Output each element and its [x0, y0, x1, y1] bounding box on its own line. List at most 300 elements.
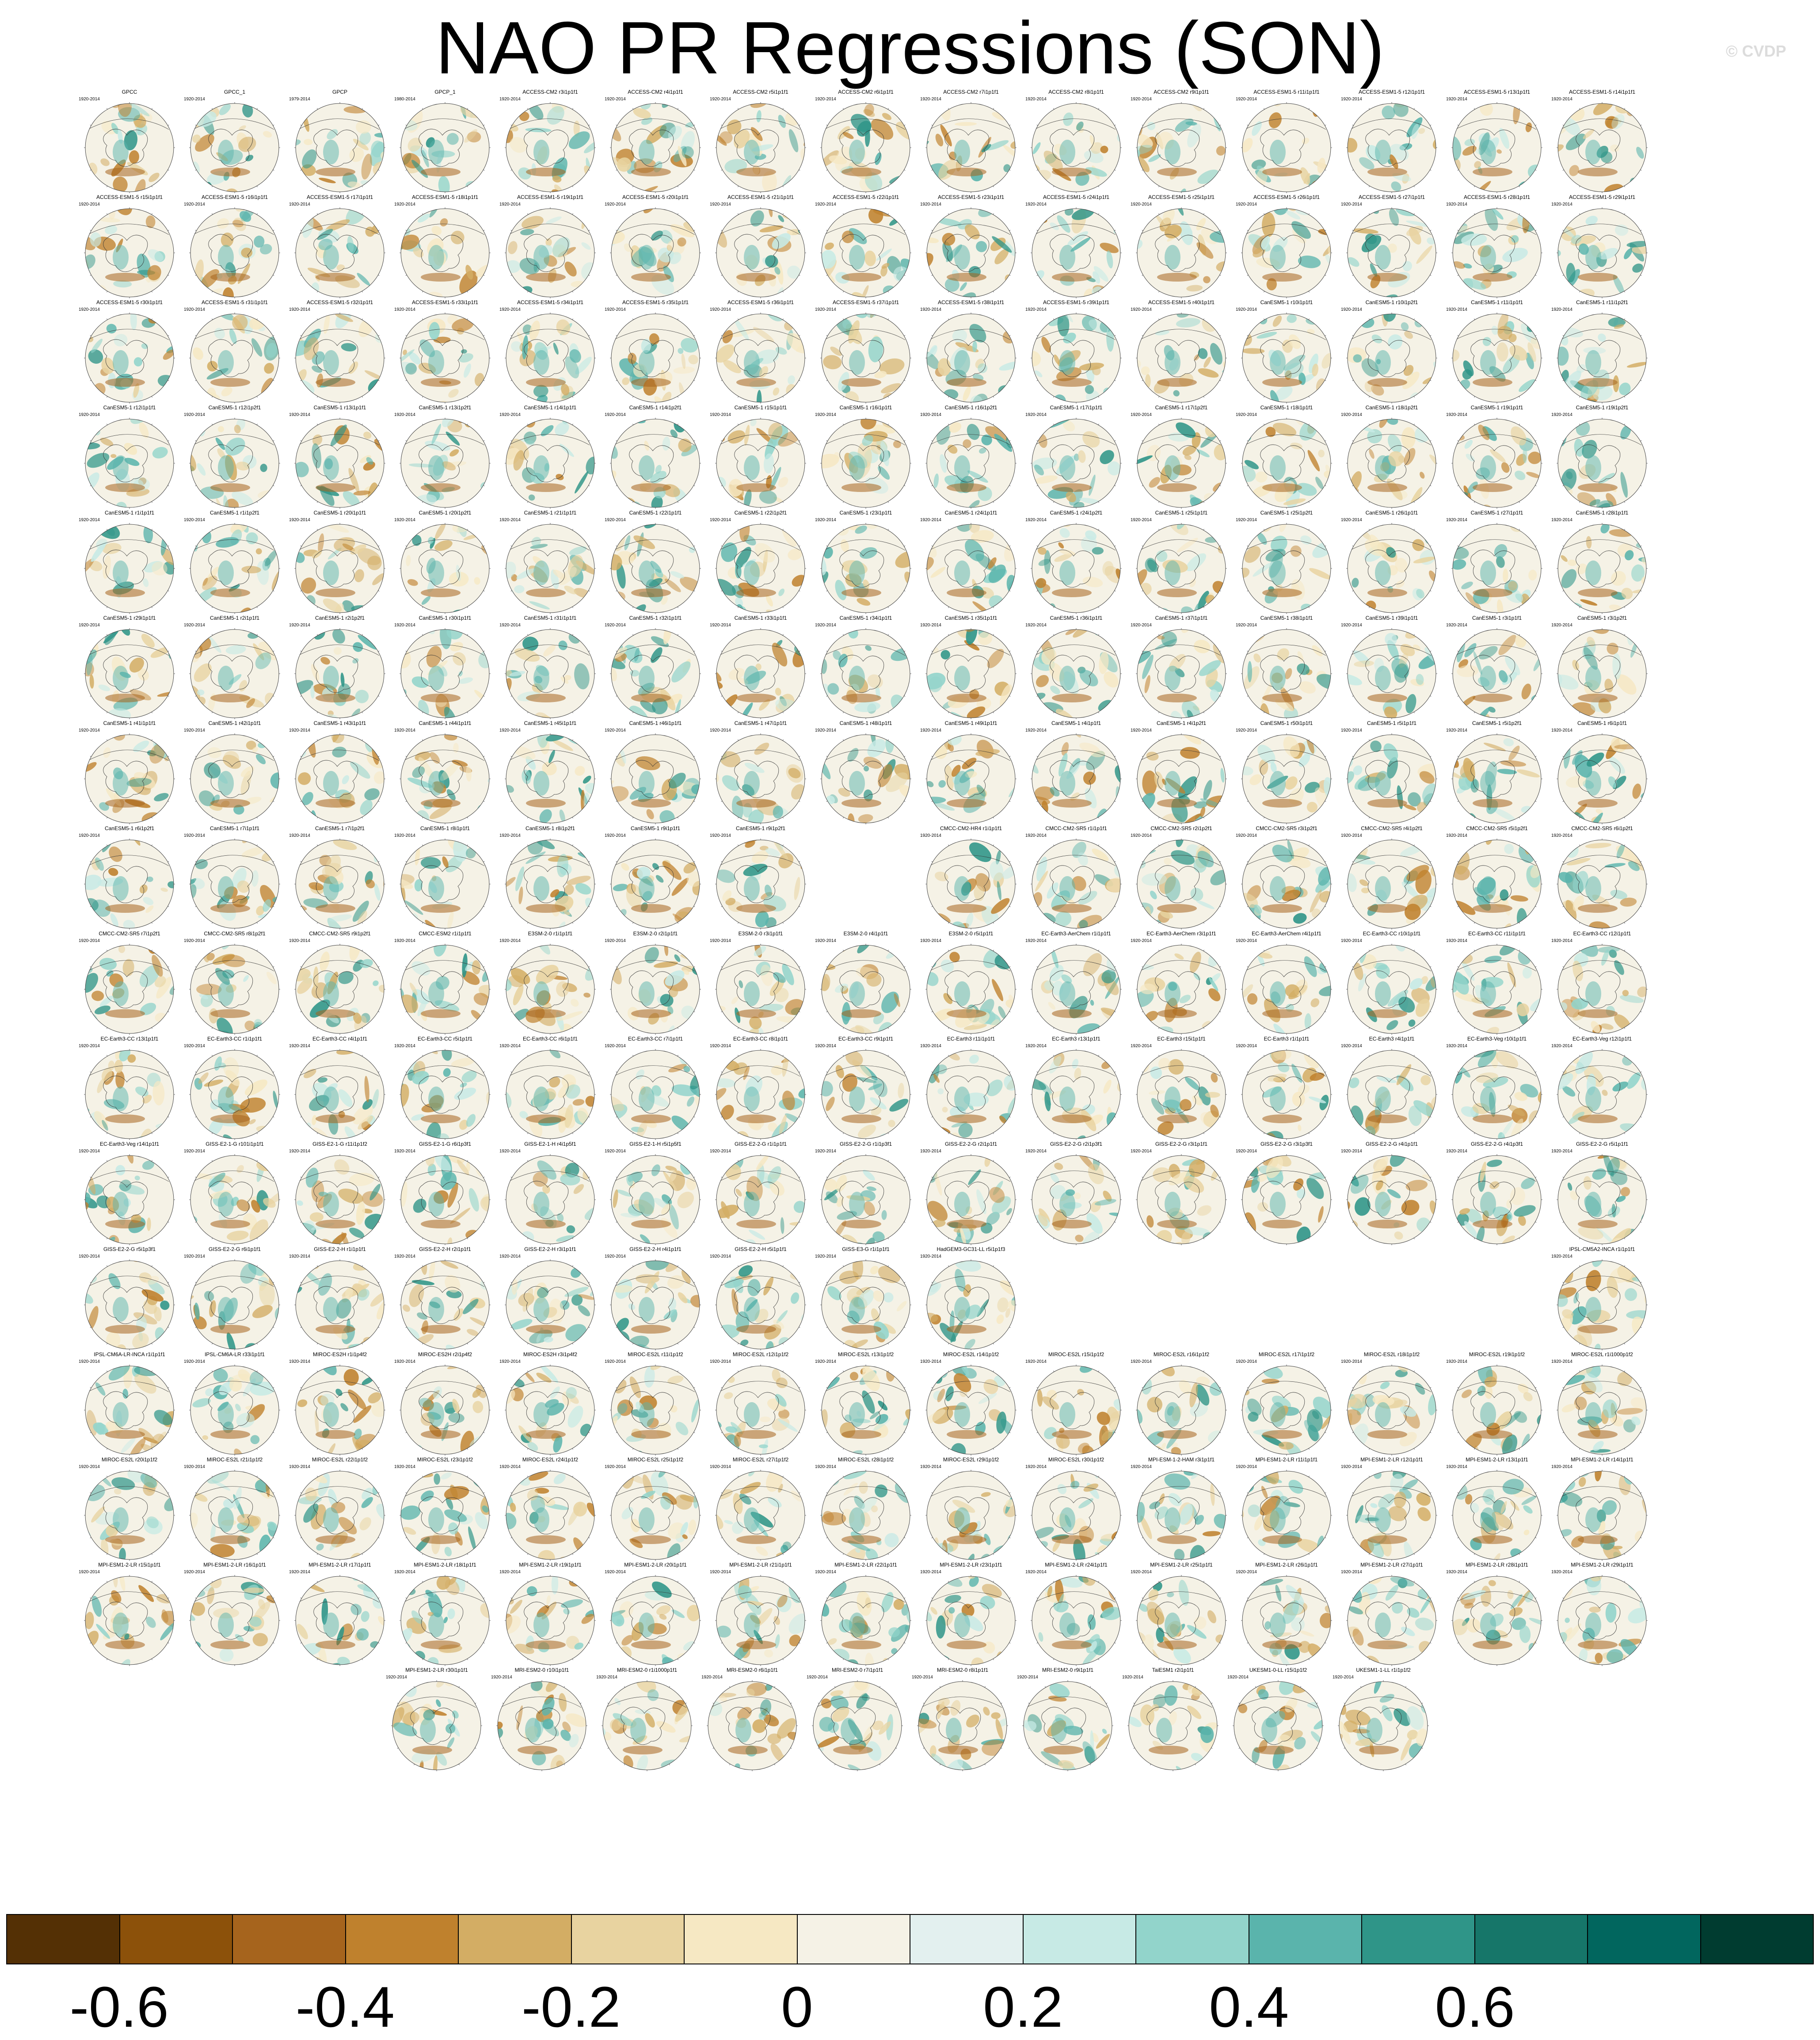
regression-map-panel	[1131, 510, 1232, 614]
panel-title: EC-Earth3-CC r12i1p1f1	[1551, 930, 1653, 937]
panel-years: 1920-2014	[920, 728, 941, 733]
panel-years: 1920-2014	[710, 1254, 731, 1259]
polar-map	[606, 1470, 704, 1561]
regression-map-panel	[184, 615, 286, 719]
panel-title: MIROC-ES2H r2i1p4f2	[394, 1351, 496, 1357]
panel-title: ACCESS-ESM1-5 r27i1p1f1	[1341, 194, 1443, 200]
panel-years: 1920-2014	[1236, 412, 1257, 417]
panel-title: MRI-ESM2-0 r7i1p1f1	[807, 1667, 908, 1673]
panel-title: MPI-ESM1-2-LR r13i1p1f1	[1446, 1457, 1548, 1463]
polar-map	[817, 628, 915, 719]
polar-map	[80, 628, 179, 719]
panel-title: CanESM5-1 r21i1p1f1	[499, 510, 601, 516]
panel-title: CanESM5-1 r27i1p1f1	[1446, 510, 1548, 516]
panel-years: 1920-2014	[1236, 833, 1257, 838]
regression-map-panel	[499, 1562, 601, 1666]
colorbar-tick-label: -0.4	[296, 1974, 395, 2040]
polar-map	[1448, 628, 1546, 719]
panel-title: IPSL-CM6A-LR r33i1p1f1	[184, 1351, 286, 1357]
panel-years: 1920-2014	[394, 1359, 415, 1364]
polar-map	[1343, 1470, 1441, 1561]
regression-map-panel	[289, 194, 391, 298]
polar-map	[186, 1049, 284, 1140]
regression-map-panel	[1131, 404, 1232, 509]
panel-title: ACCESS-ESM1-5 r11i1p1f1	[1236, 89, 1337, 95]
colorbar-tick-label: 0	[781, 1974, 813, 2040]
regression-map-panel	[1227, 1667, 1329, 1771]
panel-years: 1920-2014	[1025, 938, 1047, 943]
regression-map-panel	[605, 194, 706, 298]
regression-map-panel	[605, 1562, 706, 1666]
panel-title: CanESM5-1 r1i1p2f1	[184, 510, 286, 516]
regression-map-panel	[79, 1457, 180, 1561]
panel-years: 1920-2014	[184, 202, 205, 207]
panel-years: 1920-2014	[920, 518, 941, 522]
regression-map-panel	[1551, 1351, 1653, 1456]
polar-map	[1237, 1575, 1336, 1666]
panel-years: 1920-2014	[1236, 518, 1257, 522]
panel-years: 1920-2014	[815, 518, 836, 522]
panel-years: 1920-2014	[1131, 623, 1152, 628]
panel-title: CMCC-CM2-SR5 r2i1p2f1	[1131, 825, 1232, 831]
regression-map-panel	[1446, 1036, 1548, 1140]
regression-map-panel	[394, 1141, 496, 1245]
panel-title: HadGEM3-GC31-LL r5i1p1f3	[920, 1246, 1022, 1252]
polar-map	[186, 628, 284, 719]
polar-map	[1027, 1049, 1125, 1140]
panel-title: GISS-E2-2-H r4i1p1f1	[605, 1246, 706, 1252]
regression-map-panel	[815, 1246, 917, 1350]
panel-title: EC-Earth3-CC r11i1p1f1	[1446, 930, 1548, 937]
polar-map	[817, 733, 915, 824]
panel-years: 1920-2014	[1236, 938, 1257, 943]
regression-map-panel	[1025, 615, 1127, 719]
panel-title: ACCESS-ESM1-5 r32i1p1f1	[289, 299, 391, 305]
polar-map	[1553, 523, 1651, 614]
panel-title: ACCESS-CM2 r8i1p1f1	[1025, 89, 1127, 95]
regression-map-panel	[1025, 1562, 1127, 1666]
regression-map-panel	[710, 1351, 811, 1456]
panel-title: CanESM5-1 r9i1p1f1	[605, 825, 706, 831]
panel-years: 1920-2014	[386, 1675, 407, 1680]
regression-map-panel	[1551, 510, 1653, 614]
panel-title: ACCESS-ESM1-5 r17i1p1f1	[289, 194, 391, 200]
panel-title: GISS-E2-2-H r1i1p1f1	[289, 1246, 391, 1252]
panel-years: 1920-2014	[920, 1359, 941, 1364]
panel-title: EC-Earth3-CC r5i1p1f1	[394, 1036, 496, 1042]
polar-map	[712, 207, 810, 298]
panel-title: ACCESS-CM2 r5i1p1f1	[710, 89, 811, 95]
colorbar-swatch	[233, 1915, 346, 1964]
panel-title: MPI-ESM-1-2-HAM r3i1p1f1	[1131, 1457, 1232, 1463]
panel-years: 1920-2014	[499, 307, 521, 312]
regression-map-panel	[920, 720, 1022, 824]
panel-years: 1920-2014	[394, 202, 415, 207]
regression-map-panel	[1025, 825, 1127, 930]
polar-map	[1237, 733, 1336, 824]
polar-map	[712, 1365, 810, 1456]
panel-years: 1920-2014	[815, 1149, 836, 1154]
regression-map-panel	[394, 89, 496, 193]
polar-map	[1448, 523, 1546, 614]
panel-title: ACCESS-ESM1-5 r16i1p1f1	[184, 194, 286, 200]
regression-map-panel	[79, 194, 180, 298]
panel-title: EC-Earth3-AerChem r4i1p1f1	[1236, 930, 1337, 937]
panel-title: GISS-E2-2-H r2i1p1f1	[394, 1246, 496, 1252]
panel-title: MRI-ESM2-0 r8i1p1f1	[912, 1667, 1013, 1673]
polar-map	[817, 944, 915, 1035]
regression-map-panel	[605, 615, 706, 719]
regression-map-panel	[289, 1141, 391, 1245]
panel-years: 1920-2014	[499, 623, 521, 628]
regression-map-panel	[710, 825, 811, 930]
panel-title: CanESM5-1 r32i1p1f1	[605, 615, 706, 621]
polar-map	[1553, 733, 1651, 824]
polar-map	[922, 944, 1020, 1035]
panel-title: CanESM5-1 r2i1p1f1	[184, 615, 286, 621]
polar-map	[1448, 313, 1546, 404]
regression-map-panel	[605, 1246, 706, 1350]
polar-map	[1553, 1259, 1651, 1350]
panel-title: ACCESS-ESM1-5 r30i1p1f1	[79, 299, 180, 305]
regression-map-panel	[1131, 194, 1232, 298]
regression-map-panel	[1446, 930, 1548, 1035]
panel-years: 1920-2014	[920, 833, 941, 838]
polar-map	[1343, 944, 1441, 1035]
panel-years: 1920-2014	[1025, 833, 1047, 838]
regression-map-panel	[1341, 1457, 1443, 1561]
regression-map-panel	[605, 930, 706, 1035]
panel-title: MIROC-ES2H r1i1p4f2	[289, 1351, 391, 1357]
panel-years: 1920-2014	[605, 1359, 626, 1364]
panel-years: 1920-2014	[184, 307, 205, 312]
panel-years: 1920-2014	[1131, 833, 1152, 838]
regression-map-panel	[1025, 720, 1127, 824]
panel-years: 1920-2014	[1131, 202, 1152, 207]
panel-title: ACCESS-ESM1-5 r18i1p1f1	[394, 194, 496, 200]
polar-map	[1132, 1365, 1230, 1456]
panel-years: 1920-2014	[289, 412, 310, 417]
polar-map	[1027, 1575, 1125, 1666]
polar-map	[922, 1259, 1020, 1350]
regression-map-panel	[1131, 1457, 1232, 1561]
panel-title: ACCESS-ESM1-5 r20i1p1f1	[605, 194, 706, 200]
polar-map	[817, 313, 915, 404]
panel-title: MPI-ESM1-2-LR r29i1p1f1	[1551, 1562, 1653, 1568]
polar-map	[396, 1575, 494, 1666]
panel-years: 1920-2014	[1551, 518, 1573, 522]
regression-map-panel	[394, 1036, 496, 1140]
panel-years: 1920-2014	[184, 1044, 205, 1049]
regression-map-panel	[1131, 1351, 1232, 1456]
polar-map	[703, 1680, 801, 1771]
panel-years: 1920-2014	[920, 623, 941, 628]
panel-title: MIROC-ES2L r24i1p1f2	[499, 1457, 601, 1463]
panel-title: MPI-ESM1-2-LR r23i1p1f1	[920, 1562, 1022, 1568]
panel-years: 1920-2014	[605, 938, 626, 943]
panel-title: CanESM5-1 r18i1p2f1	[1341, 404, 1443, 411]
panel-years: 1920-2014	[1131, 728, 1152, 733]
polar-map	[1237, 523, 1336, 614]
polar-map	[1027, 733, 1125, 824]
panel-years: 1920-2014	[605, 1570, 626, 1575]
regression-map-panel	[499, 1351, 601, 1456]
polar-map	[501, 313, 599, 404]
colorbar-tick-label: -0.6	[70, 1974, 169, 2040]
regression-map-panel	[1341, 299, 1443, 404]
panel-title: ACCESS-ESM1-5 r15i1p1f1	[79, 194, 180, 200]
regression-map-panel	[1341, 1351, 1443, 1456]
panel-title: MPI-ESM1-2-LR r22i1p1f1	[815, 1562, 917, 1568]
regression-map-panel	[1131, 825, 1232, 930]
regression-map-panel	[289, 404, 391, 509]
regression-map-panel	[920, 194, 1022, 298]
panel-title: CanESM5-1 r4i1p1f1	[1025, 720, 1127, 726]
panel-years: 1920-2014	[289, 518, 310, 522]
panel-years: 1920-2014	[1341, 202, 1362, 207]
panel-years: 1920-2014	[710, 1149, 731, 1154]
panel-years: 1920-2014	[184, 938, 205, 943]
panel-title: CanESM5-1 r6i1p1f1	[1551, 720, 1653, 726]
panel-title: CanESM5-1 r19i1p1f1	[1446, 404, 1548, 411]
panel-years: 1920-2014	[289, 623, 310, 628]
regression-map-panel	[1017, 1667, 1119, 1771]
colorbar-swatch	[685, 1915, 798, 1964]
polar-map	[914, 1680, 1012, 1771]
regression-map-panel	[79, 930, 180, 1035]
polar-map	[80, 1470, 179, 1561]
panel-years: 1920-2014	[79, 938, 100, 943]
polar-map	[291, 523, 389, 614]
panel-title: CanESM5-1 r11i1p2f1	[1551, 299, 1653, 305]
panel-years: 1920-2014	[184, 1464, 205, 1469]
panel-title: MIROC-ES2L r29i1p1f2	[920, 1457, 1022, 1463]
regression-map-panel	[289, 930, 391, 1035]
colorbar-tick-label: -0.2	[522, 1974, 621, 2040]
panel-years: 1920-2014	[1122, 1675, 1143, 1680]
panel-years: 1920-2014	[920, 97, 941, 102]
panel-title: CanESM5-1 r24i1p2f1	[1025, 510, 1127, 516]
panel-title: ACCESS-ESM1-5 r40i1p1f1	[1131, 299, 1232, 305]
panel-years: 1920-2014	[1551, 412, 1573, 417]
polar-map	[1553, 1365, 1651, 1456]
panel-years: 1920-2014	[1446, 307, 1467, 312]
regression-map-panel	[1131, 89, 1232, 193]
panel-title: CanESM5-1 r25i1p1f1	[1131, 510, 1232, 516]
regression-map-panel	[1131, 930, 1232, 1035]
polar-map	[1132, 944, 1230, 1035]
panel-years: 1920-2014	[289, 1254, 310, 1259]
panel-years: 1920-2014	[1551, 1464, 1573, 1469]
panel-title: CanESM5-1 r3i1p1f1	[1446, 615, 1548, 621]
panel-title: MPI-ESM1-2-LR r17i1p1f1	[289, 1562, 391, 1568]
regression-map-panel	[1551, 615, 1653, 719]
regression-map-panel	[1236, 1036, 1337, 1140]
regression-map-panel	[386, 1667, 487, 1771]
polar-map	[1343, 1154, 1441, 1245]
panel-title: MIROC-ES2L r28i1p1f2	[815, 1457, 917, 1463]
regression-map-panel	[815, 299, 917, 404]
polar-map	[1237, 1154, 1336, 1245]
polar-map	[1553, 1049, 1651, 1140]
panel-title: EC-Earth3 r11i1p1f1	[920, 1036, 1022, 1042]
panel-years: 1920-2014	[920, 412, 941, 417]
colorbar-swatch	[120, 1915, 233, 1964]
panel-years: 1920-2014	[394, 1570, 415, 1575]
regression-map-panel	[394, 1562, 496, 1666]
polar-map	[922, 839, 1020, 930]
panel-years: 1920-2014	[79, 1254, 100, 1259]
panel-title: CanESM5-1 r38i1p1f1	[1236, 615, 1337, 621]
polar-map	[291, 207, 389, 298]
regression-map-panel	[1341, 930, 1443, 1035]
panel-years: 1920-2014	[1025, 307, 1047, 312]
panel-years: 1920-2014	[79, 1149, 100, 1154]
panel-title: ACCESS-ESM1-5 r21i1p1f1	[710, 194, 811, 200]
polar-map	[1237, 102, 1336, 193]
panel-years: 1920-2014	[605, 202, 626, 207]
polar-map	[501, 733, 599, 824]
panel-years: 1920-2014	[1131, 518, 1152, 522]
panel-years: 1920-2014	[605, 97, 626, 102]
panel-title: EC-Earth3-CC r4i1p1f1	[289, 1036, 391, 1042]
polar-map	[606, 207, 704, 298]
polar-map	[501, 1259, 599, 1350]
panel-years: 1920-2014	[1446, 833, 1467, 838]
panel-years: 1920-2014	[1341, 728, 1362, 733]
regression-map-panel	[1131, 1141, 1232, 1245]
panel-title: MRI-ESM2-0 r6i1p1f1	[701, 1667, 803, 1673]
polar-map	[1553, 102, 1651, 193]
panel-years: 1920-2014	[79, 833, 100, 838]
watermark: © CVDP	[1726, 42, 1786, 61]
panel-years: 1920-2014	[1131, 412, 1152, 417]
polar-map	[396, 628, 494, 719]
polar-map	[396, 1049, 494, 1140]
panel-years: 1920-2014	[1551, 938, 1573, 943]
regression-map-panel	[289, 1457, 391, 1561]
panel-title: ACCESS-ESM1-5 r26i1p1f1	[1236, 194, 1337, 200]
panel-title: ACCESS-ESM1-5 r31i1p1f1	[184, 299, 286, 305]
panel-years: 1920-2014	[1025, 1570, 1047, 1575]
polar-map	[80, 207, 179, 298]
panel-title: CanESM5-1 r12i1p2f1	[184, 404, 286, 411]
panel-years: 1920-2014	[184, 97, 205, 102]
panel-title: CMCC-CM2-SR5 r5i1p2f1	[1446, 825, 1548, 831]
panel-title: ACCESS-ESM1-5 r33i1p1f1	[394, 299, 496, 305]
panel-years: 1920-2014	[184, 1359, 205, 1364]
panel-years: 1920-2014	[1025, 1464, 1047, 1469]
panel-years: 1920-2014	[1341, 518, 1362, 522]
regression-map-panel	[1341, 615, 1443, 719]
regression-map-panel	[184, 1562, 286, 1666]
polar-map	[712, 733, 810, 824]
regression-map-panel	[920, 1246, 1022, 1350]
regression-map-panel	[710, 1036, 811, 1140]
regression-map-panel	[1446, 89, 1548, 193]
panel-years: 1920-2014	[394, 1464, 415, 1469]
panel-years: 1920-2014	[1025, 1149, 1047, 1154]
polar-map	[1334, 1680, 1432, 1771]
regression-map-panel	[79, 825, 180, 930]
regression-map-panel	[1551, 404, 1653, 509]
polar-map	[80, 523, 179, 614]
panel-years: 1920-2014	[1551, 97, 1573, 102]
polar-map	[1132, 418, 1230, 509]
panel-title: MIROC-ES2L r18i1p1f2	[1341, 1351, 1443, 1357]
panel-years: 1920-2014	[1446, 202, 1467, 207]
panel-title: ACCESS-ESM1-5 r28i1p1f1	[1446, 194, 1548, 200]
panel-title: ACCESS-ESM1-5 r36i1p1f1	[710, 299, 811, 305]
panel-years: 1920-2014	[394, 518, 415, 522]
panel-years: 1920-2014	[1236, 1464, 1257, 1469]
panel-title: MPI-ESM1-2-LR r15i1p1f1	[79, 1562, 180, 1568]
regression-map-panel	[710, 299, 811, 404]
regression-map-panel	[79, 720, 180, 824]
polar-map	[1448, 207, 1546, 298]
panel-years: 1920-2014	[710, 728, 731, 733]
regression-map-panel	[499, 194, 601, 298]
polar-map	[1027, 1365, 1125, 1456]
polar-map	[501, 944, 599, 1035]
panel-years: 1920-2014	[596, 1675, 617, 1680]
panel-years: 1920-2014	[1551, 202, 1573, 207]
polar-map	[1237, 1365, 1336, 1456]
panel-title: CanESM5-1 r11i1p1f1	[1446, 299, 1548, 305]
panel-title: TaiESM1 r2i1p1f1	[1122, 1667, 1224, 1673]
panel-title: CanESM5-1 r1i1p1f1	[79, 510, 180, 516]
regression-map-panel	[1446, 194, 1548, 298]
panel-years: 1920-2014	[815, 623, 836, 628]
panel-title: GISS-E2-1-H r4i1p5f1	[499, 1141, 601, 1147]
regression-map-panel	[289, 89, 391, 193]
panel-title: ACCESS-ESM1-5 r19i1p1f1	[499, 194, 601, 200]
regression-map-panel	[1446, 404, 1548, 509]
regression-map-panel	[499, 720, 601, 824]
panel-years: 1920-2014	[710, 202, 731, 207]
polar-map	[80, 313, 179, 404]
panel-years: 1979-2014	[289, 97, 310, 102]
regression-map-panel	[1341, 1036, 1443, 1140]
panel-years: 1920-2014	[1131, 1570, 1152, 1575]
polar-map	[80, 1049, 179, 1140]
panel-years: 1920-2014	[1131, 938, 1152, 943]
colorbar-tick-label: 0.2	[983, 1974, 1063, 2040]
panel-title: GISS-E2-2-G r3i1p1f1	[1131, 1141, 1232, 1147]
polar-map	[396, 523, 494, 614]
polar-map	[922, 102, 1020, 193]
panel-years: 1920-2014	[710, 1359, 731, 1364]
polar-map	[186, 1365, 284, 1456]
polar-map	[493, 1680, 591, 1771]
polar-map	[291, 944, 389, 1035]
regression-map-panel	[1236, 720, 1337, 824]
polar-map	[922, 628, 1020, 719]
panel-title: EC-Earth3 r4i1p1f1	[1341, 1036, 1443, 1042]
panel-years: 1920-2014	[605, 412, 626, 417]
panel-years: 1920-2014	[1446, 938, 1467, 943]
regression-map-panel	[920, 1351, 1022, 1456]
polar-map	[606, 418, 704, 509]
panel-title: MIROC-ES2L r12i1p1f2	[710, 1351, 811, 1357]
polar-map	[922, 1049, 1020, 1140]
panel-title: CanESM5-1 r42i1p1f1	[184, 720, 286, 726]
regression-map-panel	[1551, 1562, 1653, 1666]
regression-map-panel	[1131, 615, 1232, 719]
panel-title: GISS-E2-1-G r6i1p3f1	[394, 1141, 496, 1147]
panel-years: 1920-2014	[710, 1570, 731, 1575]
panel-title: GISS-E2-2-G r1i1p3f1	[815, 1141, 917, 1147]
